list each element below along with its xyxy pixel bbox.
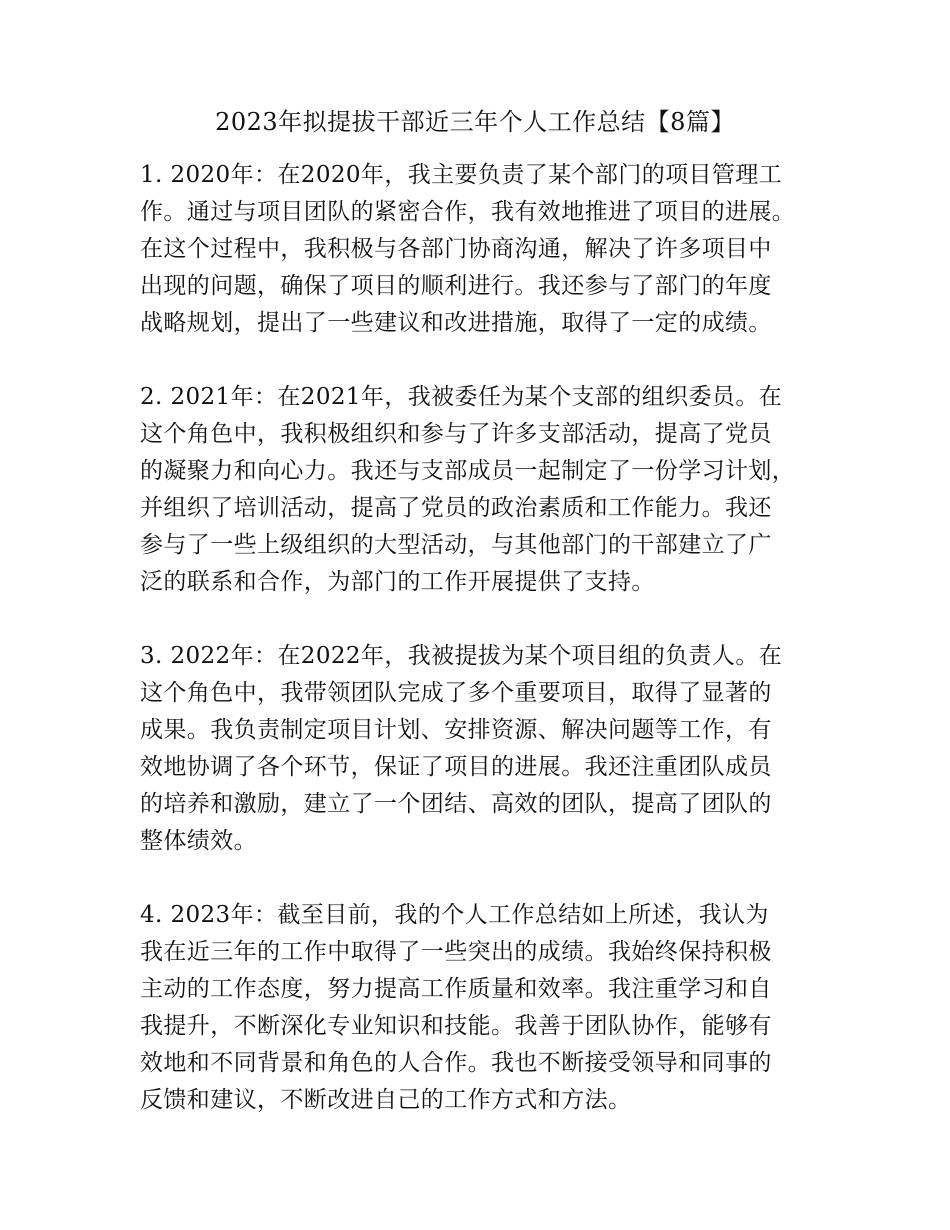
text-line: 作。通过与项目团队的紧密合作，我有效地推进了项目的进展。 [140, 199, 796, 225]
text-line: 效地协调了各个环节，保证了项目的进展。我还注重团队成员 [140, 754, 772, 780]
text-line: 1. 2020年：在2020年，我主要负责了某个部门的项目管理工 [140, 162, 783, 188]
text-line: 4. 2023年：截至目前，我的个人工作总结如上所述，我认为 [140, 902, 769, 928]
text-line: 这个角色中，我带领团队完成了多个重要项目，取得了显著的 [140, 680, 772, 706]
text-line: 的培养和激励，建立了一个团结、高效的团队，提高了团队的 [140, 791, 772, 817]
text-line: 在这个过程中，我积极与各部门协商沟通，解决了许多项目中 [140, 236, 772, 262]
text-line: 成果。我负责制定项目计划、安排资源、解决问题等工作，有 [140, 717, 772, 743]
text-line: 的凝聚力和向心力。我还与支部成员一起制定了一份学习计划， [140, 458, 796, 484]
text-line: 效地和不同背景和角色的人合作。我也不断接受领导和同事的 [140, 1050, 772, 1076]
text-line: 主动的工作态度，努力提高工作质量和效率。我注重学习和自 [140, 976, 772, 1002]
text-line: 战略规划，提出了一些建议和改进措施，取得了一定的成绩。 [140, 310, 772, 336]
text-line: 3. 2022年：在2022年，我被提拔为某个项目组的负责人。在 [140, 643, 783, 669]
paragraph-2022 [140, 638, 820, 860]
text-line: 泛的联系和合作，为部门的工作开展提供了支持。 [140, 569, 655, 595]
text-line: 2. 2021年：在2021年，我被委任为某个支部的组织委员。在 [140, 384, 783, 410]
paragraph-2023 [140, 897, 820, 1119]
document-title: 2023年拟提拔干部近三年个人工作总结【8篇】 [215, 108, 735, 136]
text-line: 整体绩效。 [140, 828, 257, 854]
text-line: 参与了一些上级组织的大型活动，与其他部门的干部建立了广 [140, 532, 772, 558]
text-line: 反馈和建议，不断改进自己的工作方式和方法。 [140, 1087, 632, 1113]
text-line: 我提升，不断深化专业知识和技能。我善于团队协作，能够有 [140, 1013, 772, 1039]
text-line: 出现的问题，确保了项目的顺利进行。我还参与了部门的年度 [140, 273, 772, 299]
text-line: 这个角色中，我积极组织和参与了许多支部活动，提高了党员 [140, 421, 772, 447]
text-line: 我在近三年的工作中取得了一些突出的成绩。我始终保持积极 [140, 939, 772, 965]
text-line: 并组织了培训活动，提高了党员的政治素质和工作能力。我还 [140, 495, 772, 521]
paragraph-2021 [140, 379, 820, 601]
document-body [140, 157, 820, 1156]
paragraph-2020 [140, 157, 820, 342]
